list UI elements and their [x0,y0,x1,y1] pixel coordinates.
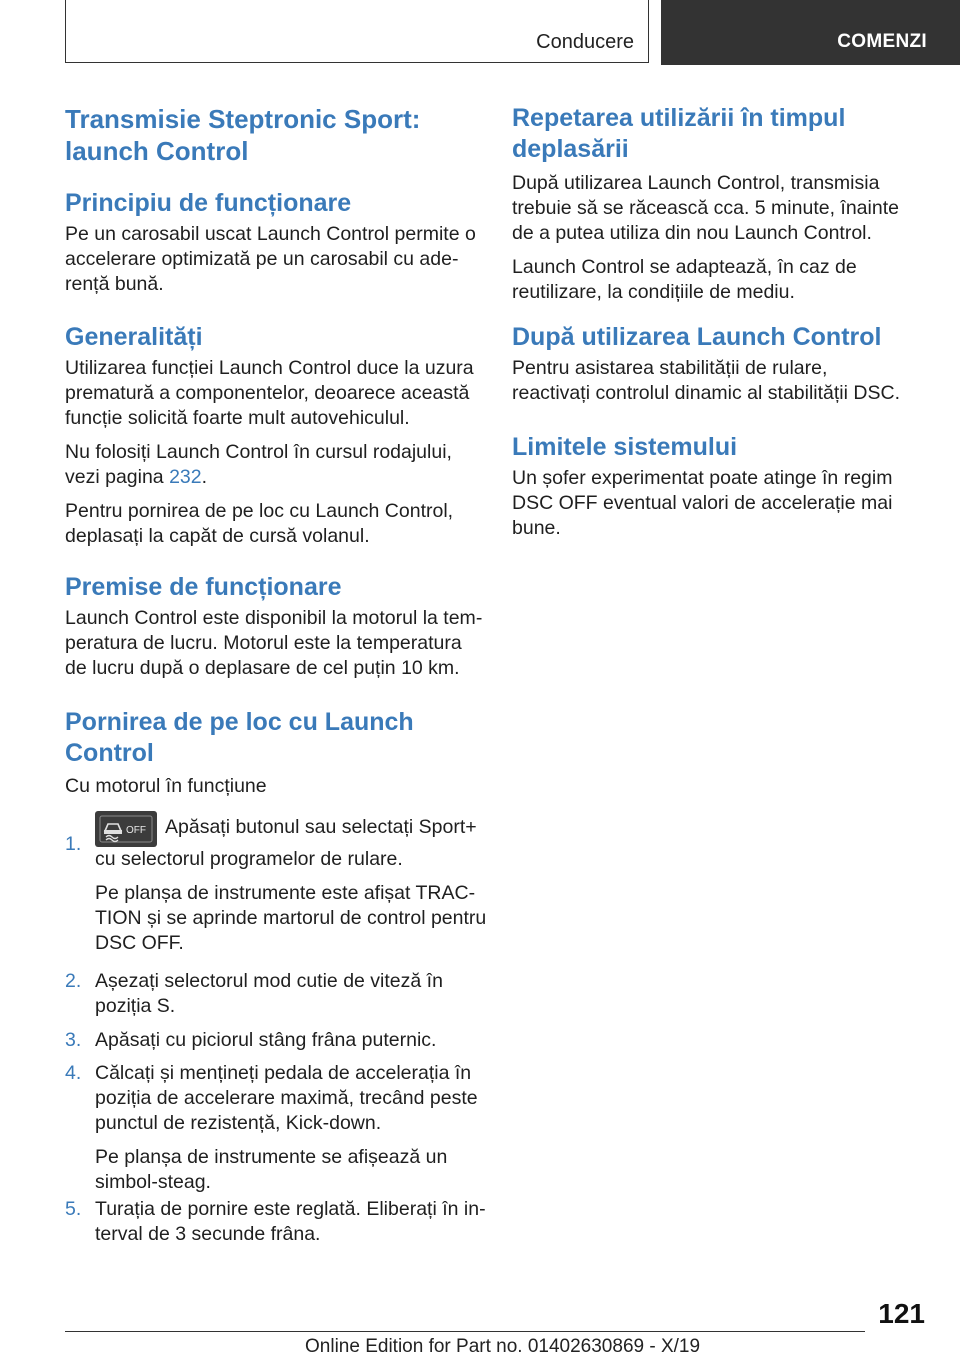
repeat-paragraph-2: Launch Control se adaptează, în caz de reutilizare, la condițiile de mediu. [512,256,857,303]
step-2-number: 2. [65,970,82,992]
after-heading: După utilizarea Launch Control [512,323,882,351]
principle-section [65,188,485,297]
step-1-text-wrap [95,811,487,872]
repeat-heading-line1: Repetarea utilizării în timpul [512,104,846,132]
step-3-number: 3. [65,1029,82,1051]
after-text: Pentru asistarea stabilității de rulare, reactivați controlul dinamic al stabilității DSC. [512,357,900,404]
header-section-tab [65,0,649,63]
step-5-text: Turația de pornire este reglată. Eliberați în interval de 3 secunde frâna. [95,1198,486,1245]
limits-heading: Limitele sistemului [512,433,738,461]
step-2-text: Așezați selectorul mod cutie de viteză în poziția S. [95,970,443,1017]
start-heading-line1: Pornirea de pe loc cu Launch [65,708,414,736]
step-5 [95,1197,487,1247]
page-title [65,103,485,167]
footer-divider [65,1331,865,1332]
prereq-heading: Premise de funcționare [65,573,342,601]
prereq-section [65,572,485,681]
limits-text: Un șofer experimentat poate atinge în regim DSC OFF eventual valori de accelerație mai bune. [512,467,893,539]
after-section [512,322,910,406]
principle-text: Pe un carosabil uscat Launch Control permite o accelerare optimizată pe un carosabil cu aderență bună. [65,223,476,295]
step-1 [95,811,487,956]
step-3 [95,1028,487,1053]
page-title-line2: launch Control [65,136,249,166]
general-paragraph-2-text: Nu folosiți Launch Control în cursul rodajului, vezi pagina [65,441,452,488]
page-link-232[interactable]: 232 [169,466,202,488]
general-paragraph-3: Pentru pornirea de pe loc cu Launch Control, deplasați la capăt de cursă volanul. [65,500,454,547]
step-1-number: 1. [65,833,82,855]
step-4-number: 4. [65,1062,82,1084]
prereq-text: Launch Control este disponibil la motorul la temperatura de lucru. Motorul este la temperatura de lucru după o deplasare de cel puțin 10 km. [65,607,483,679]
general-paragraph-1: Utilizarea funcției Launch Control duce la uzura prematură a componentelor, deoarece această funcție solicită foarte mult autovehiculul. [65,357,474,429]
general-heading: Generalități [65,323,203,351]
principle-heading: Principiu de funcționare [65,189,352,217]
footer-edition: Online Edition for Part no. 01402630869 - X/19 [305,1336,701,1357]
step-1-text: Apăsați butonul sau selectați Sport+ cu selectorul programelor de rulare. [95,816,477,870]
steps-list [65,811,485,1251]
general-paragraph-2 [65,440,485,490]
dsc-icon-label: OFF [126,825,146,836]
step-5-number: 5. [65,1198,82,1220]
page-title-line1: Transmisie Steptronic Sport: [65,104,421,134]
repeat-section [512,103,910,305]
step-3-text: Apăsați cu piciorul stâng frâna puternic. [95,1029,437,1051]
general-paragraph-2-end: . [201,466,208,488]
step-4 [95,1061,487,1195]
repeat-paragraph-1: După utilizarea Launch Control, transmisia trebuie să se răcească cca. 5 minute, înainte de a putea utiliza din nou Launch Control. [512,172,899,244]
step-4-note: Pe planșa de instrumente se afișează un simbol-steag. [95,1146,448,1193]
start-section [65,707,485,799]
dsc-off-button-icon [95,811,157,847]
header-section-label: Conducere [536,31,634,53]
limits-section [512,432,910,541]
header-chapter-label: COMENZI [837,31,927,52]
header-chapter-tab [661,0,960,65]
step-2 [95,969,487,1019]
step-4-text: Călcați și mențineți pedala de accelerația în poziția de accelerare maximă, trecând peste punctul de rezistență, Kick-down. [95,1062,478,1134]
start-heading-line2: Control [65,739,154,767]
page-number: 121 [878,1298,925,1329]
repeat-heading-line2: deplasării [512,135,629,163]
general-section [65,322,485,549]
step-1-note: Pe planșa de instrumente este afișat TRACTION și se aprinde martorul de control pentru DSC OFF. [95,882,487,954]
start-intro: Cu motorul în funcțiune [65,775,267,797]
